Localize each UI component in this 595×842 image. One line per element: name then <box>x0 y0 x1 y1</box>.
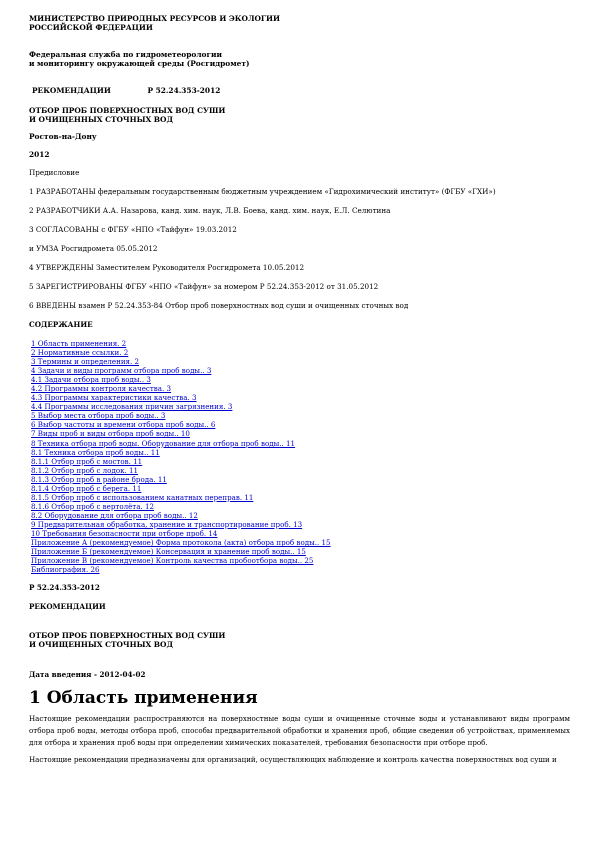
ministry-line-1: МИНИСТЕРСТВО ПРИРОДНЫХ РЕСУРСОВ И ЭКОЛОГИИ <box>29 14 281 23</box>
toc-link[interactable]: 8.1.3 Отбор проб в районе брода. 11 <box>31 474 167 484</box>
toc-item[interactable] <box>31 429 574 438</box>
preface-item-4: 4 УТВЕРЖДЕНЫ Заместителем Руководителя Росгидромета 10.05.2012 <box>29 263 305 272</box>
toc-link[interactable]: Приложение В (рекомендуемое) Контроль качества пробоотбора воды.. 25 <box>31 556 314 566</box>
section-1-heading: 1 Область применения <box>29 688 258 709</box>
toc-link[interactable]: 9 Предварительная обработка, хранение и транспортирование проб. 13 <box>31 519 303 529</box>
service-line-1: Федеральная служба по гидрометеорологии <box>29 50 222 59</box>
toc-item[interactable] <box>31 502 574 511</box>
preface-item-3: 3 СОГЛАСОВАНЫ с ФГБУ «НПО «Тайфун» 19.03.2012 <box>29 225 237 234</box>
toc-item[interactable] <box>31 556 574 565</box>
preface-item-1: 1 РАЗРАБОТАНЫ федеральным государственным бюджетным учреждением «Гидрохимический институт» (ФГБУ «ГХИ») <box>29 187 496 196</box>
repeat-doc-type: РЕКОМЕНДАЦИИ <box>29 602 106 612</box>
toc-item[interactable] <box>31 484 574 493</box>
section-1-paragraph-1: Настоящие рекомендации распространяются на поверхностные воды суши и очищенные сточные воды и устанавливают виды программ отбора проб воды, методы отбора проб, способы предварительной обработки и хранения проб, общие сведения об устройствах, применяемых для отбора и хранения проб воды при определении химических показателей, требования безопасности при отборе проб. <box>29 714 570 748</box>
toc-item[interactable] <box>31 538 574 547</box>
toc-item[interactable] <box>31 448 574 457</box>
toc-link[interactable]: 4.4 Программы исследования причин загрязнения. 3 <box>31 402 233 412</box>
service-line-2: и мониторингу окружающей среды (Росгидромет) <box>29 59 250 68</box>
city: Ростов-на-Дону <box>29 132 97 141</box>
preface-item-6: 6 ВВЕДЕНЫ взамен Р 52.24.353-84 Отбор проб поверхностных вод суши и очищенных сточных вод <box>29 301 409 310</box>
toc-link[interactable]: 8.1.1 Отбор проб с мостов. 11 <box>31 456 143 466</box>
doc-code: Р 52.24.353-2012 <box>147 86 221 95</box>
toc-link[interactable]: 8 Техника отбора проб воды. Оборудование для отбора проб воды.. 11 <box>31 438 296 448</box>
toc-link[interactable]: 4 Задачи и виды программ отбора проб воды.. 3 <box>31 366 212 376</box>
toc-item[interactable] <box>31 420 574 429</box>
doc-title-line-1: ОТБОР ПРОБ ПОВЕРХНОСТНЫХ ВОД СУШИ <box>29 106 226 115</box>
toc-item[interactable] <box>31 547 574 556</box>
table-of-contents <box>29 339 574 574</box>
toc-link[interactable]: 2 Нормативные ссылки. 2 <box>31 348 129 358</box>
toc-link[interactable]: 8.1.6 Отбор проб с вертолёта. 12 <box>31 501 154 511</box>
section-1-paragraph-2: Настоящие рекомендации предназначены для организаций, осуществляющих наблюдение и контроль качества поверхностных вод суши и <box>29 755 557 765</box>
doc-title-line-2: И ОЧИЩЕННЫХ СТОЧНЫХ ВОД <box>29 115 174 124</box>
toc-item[interactable] <box>31 511 574 520</box>
toc-item[interactable] <box>31 357 574 366</box>
toc-item[interactable] <box>31 466 574 475</box>
toc-item[interactable] <box>31 475 574 484</box>
year: 2012 <box>29 150 50 159</box>
toc-link[interactable]: 10 Требования безопасности при отборе проб. 14 <box>31 528 218 538</box>
preface-item-2: 2 РАЗРАБОТЧИКИ А.А. Назарова, канд. хим. наук, Л.В. Боева, канд. хим. наук, Е.Л. Селютина <box>29 206 391 215</box>
toc-item[interactable] <box>31 529 574 538</box>
preface-item-3b: и УМЗА Росгидромета 05.05.2012 <box>29 244 158 253</box>
toc-link[interactable]: 8.1.4 Отбор проб с берега. 11 <box>31 483 142 493</box>
toc-item[interactable] <box>31 375 574 384</box>
repeat-title-line-1: ОТБОР ПРОБ ПОВЕРХНОСТНЫХ ВОД СУШИ <box>29 631 226 641</box>
toc-link[interactable]: Приложение А (рекомендуемое) Форма протокола (акта) отбора проб воды.. 15 <box>31 538 331 548</box>
repeat-title-line-2: И ОЧИЩЕННЫХ СТОЧНЫХ ВОД <box>29 640 174 650</box>
document-page <box>29 14 574 766</box>
toc-item[interactable] <box>31 493 574 502</box>
toc-item[interactable] <box>31 384 574 393</box>
toc-item[interactable] <box>31 402 574 411</box>
preface-item-5: 5 ЗАРЕГИСТРИРОВАНЫ ФГБУ «НПО «Тайфун» за номером Р 52.24.353-2012 от 31.05.2012 <box>29 282 379 291</box>
preface-heading: Предисловие <box>29 168 80 177</box>
toc-link[interactable]: 6 Выбор частоты и времени отбора проб воды.. 6 <box>31 420 216 430</box>
doc-type-line <box>29 86 574 95</box>
toc-item[interactable] <box>31 393 574 402</box>
toc-link[interactable]: Приложение Б (рекомендуемое) Консервация и хранение проб воды.. 15 <box>31 547 306 557</box>
toc-item[interactable] <box>31 411 574 420</box>
toc-heading: СОДЕРЖАНИЕ <box>29 320 93 329</box>
toc-link[interactable]: 8.1.2 Отбор проб с лодок. 11 <box>31 465 139 475</box>
toc-link[interactable]: Библиография. 26 <box>31 565 100 575</box>
toc-item[interactable] <box>31 565 574 574</box>
toc-link[interactable]: 8.1.5 Отбор проб с использованием канатных переправ. 11 <box>31 492 254 502</box>
toc-link[interactable]: 8.2 Оборудование для отбора проб воды.. 12 <box>31 510 198 520</box>
toc-link[interactable]: 8.1 Техника отбора проб воды.. 11 <box>31 447 160 457</box>
toc-link[interactable]: 1 Область применения. 2 <box>31 339 127 348</box>
ministry-line-2: РОССИЙСКОЙ ФЕДЕРАЦИИ <box>29 23 153 32</box>
toc-item[interactable] <box>31 439 574 448</box>
toc-item[interactable] <box>31 520 574 529</box>
toc-link[interactable]: 4.3 Программы характеристики качества. 3 <box>31 393 197 403</box>
toc-link[interactable]: 4.1 Задачи отбора проб воды.. 3 <box>31 375 151 385</box>
doc-type: РЕКОМЕНДАЦИИ <box>32 86 111 95</box>
toc-item[interactable] <box>31 457 574 466</box>
repeat-doc-code: Р 52.24.353-2012 <box>29 583 100 593</box>
toc-item[interactable] <box>31 339 574 348</box>
introduction-date: Дата введения - 2012-04-02 <box>29 670 146 680</box>
toc-item[interactable] <box>31 348 574 357</box>
toc-link[interactable]: 4.2 Программы контроля качества. 3 <box>31 384 172 394</box>
toc-link[interactable]: 5 Выбор места отбора проб воды.. 3 <box>31 411 166 421</box>
toc-link[interactable]: 3 Термины и определения. 2 <box>31 357 140 367</box>
toc-item[interactable] <box>31 366 574 375</box>
toc-link[interactable]: 7 Виды проб и виды отбора проб воды.. 10 <box>31 429 190 439</box>
